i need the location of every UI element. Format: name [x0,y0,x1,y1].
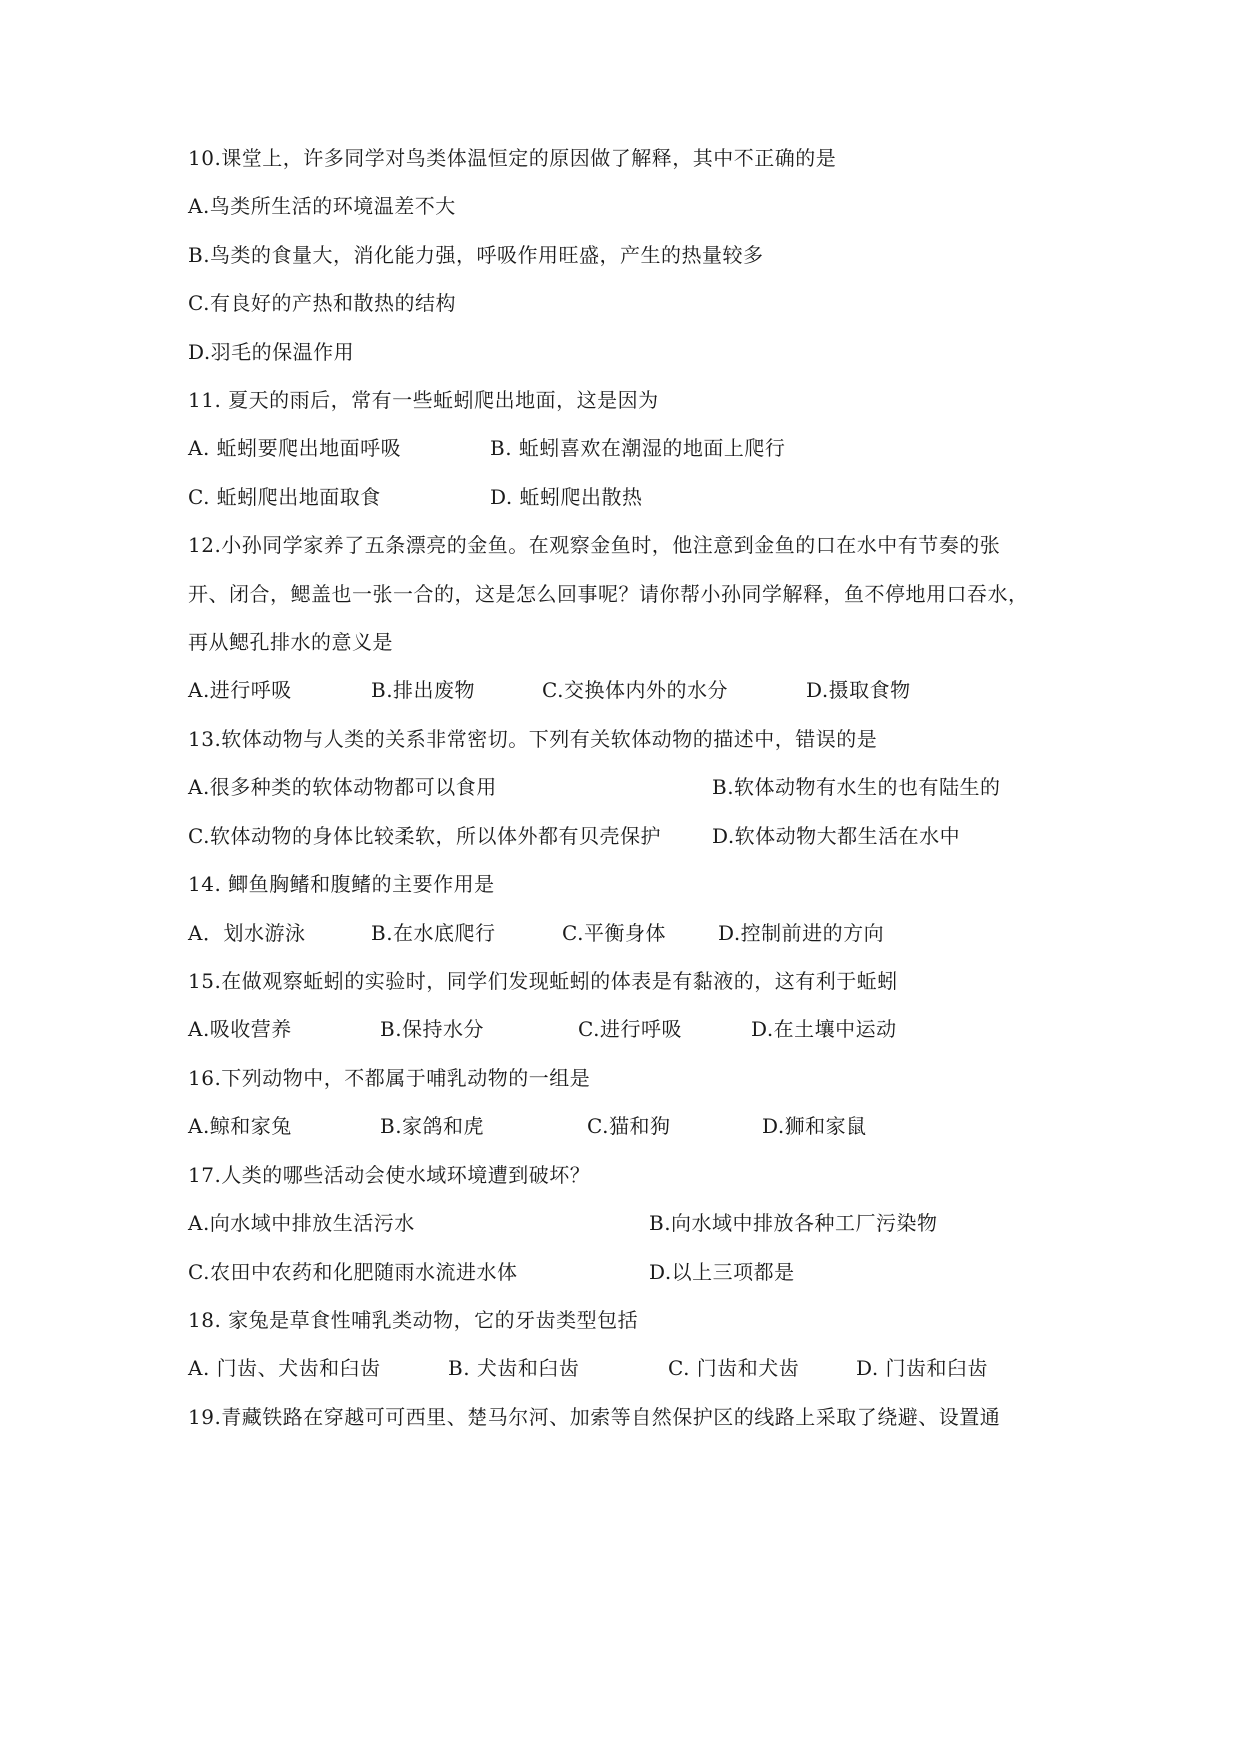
question-18-stem: 18. 家兔是草食性哺乳类动物，它的牙齿类型包括 [188,1308,639,1332]
question-17-option-c: C.农田中农药和化肥随雨水流进水体 [188,1260,518,1284]
question-14-option-d: D.控制前进的方向 [718,921,885,945]
question-14-stem: 14. 鲫鱼胸鳍和腹鳍的主要作用是 [188,872,495,896]
question-14-option-c: C.平衡身体 [562,921,666,945]
question-12-stem-line-1: 12.小孙同学家养了五条漂亮的金鱼。在观察金鱼时，他注意到金鱼的口在水中有节奏的张 [188,533,1001,557]
question-15-option-d: D.在土壤中运动 [751,1017,897,1041]
question-17-option-b: B.向水域中排放各种工厂污染物 [649,1211,938,1235]
question-18-option-a: A. 门齿、犬齿和臼齿 [188,1356,381,1380]
question-12-stem-line-3: 再从鳃孔排水的意义是 [188,630,393,654]
question-13-stem: 13.软体动物与人类的关系非常密切。下列有关软体动物的描述中，错误的是 [188,727,878,751]
question-13-option-c: C.软体动物的身体比较柔软，所以体外都有贝壳保护 [188,824,661,848]
question-18-option-c: C. 门齿和犬齿 [668,1356,800,1380]
question-13-option-d: D.软体动物大都生活在水中 [712,824,961,848]
question-12-option-d: D.摄取食物 [806,678,911,702]
question-13-option-b: B.软体动物有水生的也有陆生的 [712,775,1001,799]
question-13-option-a: A.很多种类的软体动物都可以食用 [188,775,497,799]
question-16-option-c: C.猫和狗 [587,1114,671,1138]
question-18-option-b: B. 犬齿和臼齿 [448,1356,580,1380]
question-15-stem: 15.在做观察蚯蚓的实验时，同学们发现蚯蚓的体表是有黏液的，这有利于蚯蚓 [188,969,898,993]
question-15-option-c: C.进行呼吸 [578,1017,682,1041]
question-10-stem: 10.课堂上，许多同学对鸟类体温恒定的原因做了解释，其中不正确的是 [188,146,837,170]
question-18-option-d: D. 门齿和臼齿 [856,1356,989,1380]
question-12-option-a: A.进行呼吸 [188,678,292,702]
question-10-option-a: A.鸟类所生活的环境温差不大 [188,194,456,218]
question-12-option-b: B.排出废物 [371,678,476,702]
question-16-option-a: A.鲸和家兔 [188,1114,292,1138]
question-11-option-c: C. 蚯蚓爬出地面取食 [188,485,381,509]
question-15-option-a: A.吸收营养 [188,1017,292,1041]
question-17-stem: 17.人类的哪些活动会使水域环境遭到破坏？ [188,1163,591,1187]
question-12-option-c: C.交换体内外的水分 [542,678,728,702]
question-11-option-b: B. 蚯蚓喜欢在潮湿的地面上爬行 [490,436,786,460]
question-19-stem: 19.青藏铁路在穿越可可西里、楚马尔河、加索等自然保护区的线路上采取了绕避、设置通 [188,1405,1001,1429]
question-11-option-a: A. 蚯蚓要爬出地面呼吸 [188,436,402,460]
question-14-option-a: A．划水游泳 [188,921,306,945]
question-17-option-a: A.向水域中排放生活污水 [188,1211,415,1235]
question-16-option-d: D.狮和家鼠 [762,1114,867,1138]
question-11-stem: 11. 夏天的雨后，常有一些蚯蚓爬出地面，这是因为 [188,388,659,412]
question-10-option-b: B.鸟类的食量大，消化能力强，呼吸作用旺盛，产生的热量较多 [188,243,764,267]
question-16-stem: 16.下列动物中，不都属于哺乳动物的一组是 [188,1066,591,1090]
question-10-option-c: C.有良好的产热和散热的结构 [188,291,456,315]
question-14-option-b: B.在水底爬行 [371,921,496,945]
question-12-stem-line-2: 开、闭合，鳃盖也一张一合的，这是怎么回事呢？请你帮小孙同学解释，鱼不停地用口吞水， [188,582,1029,606]
question-11-option-d: D. 蚯蚓爬出散热 [490,485,643,509]
question-17-option-d: D.以上三项都是 [649,1260,795,1284]
question-15-option-b: B.保持水分 [380,1017,485,1041]
question-10-option-d: D.羽毛的保温作用 [188,340,355,364]
question-16-option-b: B.家鸽和虎 [380,1114,485,1138]
